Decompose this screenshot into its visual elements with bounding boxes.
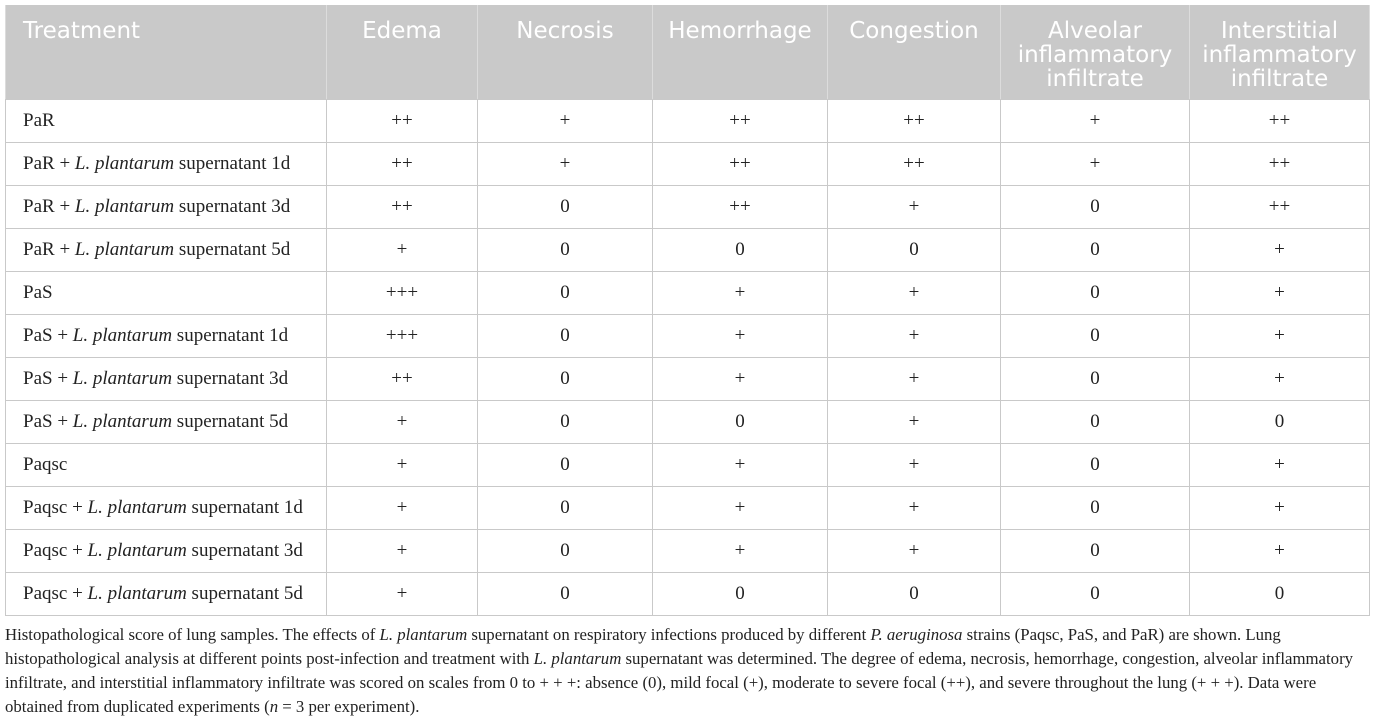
caption-text: supernatant on respiratory infections produced by different	[467, 625, 871, 644]
treatment-plus: +	[67, 496, 88, 518]
treatment-suffix: supernatant 3d	[186, 539, 303, 561]
treatment-cell	[6, 99, 327, 142]
score-cell: +	[327, 486, 478, 529]
treatment-suffix: supernatant 3d	[172, 367, 289, 389]
score-cell: 0	[1001, 314, 1190, 357]
treatment-plus: +	[67, 582, 88, 604]
score-cell: +	[828, 529, 1001, 572]
treatment-plus: +	[52, 324, 73, 346]
treatment-species: L. plantarum	[87, 582, 187, 604]
histopathology-table	[5, 5, 1370, 616]
score-cell: +	[828, 486, 1001, 529]
caption-species: P. aeruginosa	[870, 625, 963, 644]
score-cell: +	[828, 185, 1001, 228]
table-row	[6, 142, 1370, 185]
treatment-species: L. plantarum	[72, 410, 173, 432]
treatment-suffix: supernatant 5d	[186, 582, 303, 604]
score-cell: +	[1001, 142, 1190, 185]
score-cell: 0	[478, 314, 653, 357]
treatment-cell	[6, 400, 327, 443]
score-cell: +	[327, 228, 478, 271]
treatment-cell	[6, 228, 327, 271]
caption-text: = 3 per experiment).	[278, 697, 420, 716]
score-cell: +	[478, 99, 653, 142]
score-cell: +	[1190, 486, 1370, 529]
treatment-suffix: supernatant 1d	[174, 152, 291, 174]
caption-species: L. plantarum	[533, 649, 622, 668]
treatment-strain: Paqsc	[23, 582, 68, 604]
score-cell: +	[828, 314, 1001, 357]
score-cell: ++	[1190, 142, 1370, 185]
treatment-species: L. plantarum	[87, 496, 187, 518]
score-cell: 0	[1001, 529, 1190, 572]
treatment-species: L. plantarum	[72, 367, 173, 389]
score-cell: 0	[478, 271, 653, 314]
table-row	[6, 529, 1370, 572]
score-cell: 0	[653, 572, 828, 615]
score-cell: 0	[1001, 400, 1190, 443]
column-header: Alveolar inflammatory infiltrate	[1001, 5, 1190, 99]
score-cell: +	[1190, 228, 1370, 271]
table-row	[6, 271, 1370, 314]
treatment-suffix: supernatant 5d	[172, 410, 289, 432]
treatment-cell	[6, 486, 327, 529]
column-header: Treatment	[6, 5, 327, 99]
treatment-plus: +	[54, 238, 75, 260]
score-cell: 0	[1001, 271, 1190, 314]
caption-species: L. plantarum	[379, 625, 468, 644]
treatment-strain: PaS	[23, 410, 53, 432]
score-cell: +	[828, 271, 1001, 314]
caption-n: n	[269, 697, 279, 716]
score-cell: ++	[327, 142, 478, 185]
table-row	[6, 572, 1370, 615]
treatment-cell	[6, 271, 327, 314]
score-cell: 0	[1001, 572, 1190, 615]
treatment-strain: Paqsc	[23, 453, 68, 475]
score-cell: 0	[478, 228, 653, 271]
score-cell: 0	[828, 572, 1001, 615]
treatment-species: L. plantarum	[74, 152, 175, 174]
score-cell: 0	[478, 443, 653, 486]
score-cell: 0	[1190, 400, 1370, 443]
treatment-strain: PaR	[23, 195, 55, 217]
score-cell: 0	[1190, 572, 1370, 615]
treatment-strain: PaS	[23, 281, 53, 303]
treatment-species: L. plantarum	[72, 324, 173, 346]
treatment-cell	[6, 443, 327, 486]
score-cell: ++	[653, 99, 828, 142]
score-cell: 0	[653, 400, 828, 443]
score-cell: +	[653, 271, 828, 314]
score-cell: +	[327, 572, 478, 615]
treatment-plus: +	[52, 367, 73, 389]
treatment-suffix: supernatant 3d	[174, 195, 291, 217]
score-cell: +	[1001, 99, 1190, 142]
caption-text: supernatant was determined. The degree of edema, necrosis, hemorrhage, congestion, alveolar inflammatory infiltrate, and interstitial inflammatory infiltrate was scored on scales from 0 to + + +: absence (0), mild focal (+), moderate to severe focal (++), and severe throughout the lung (+ + +). Data were obtained from duplicated experiments (	[5, 649, 1354, 716]
score-cell: +	[327, 400, 478, 443]
data-table-container	[5, 5, 1369, 616]
treatment-plus: +	[54, 195, 75, 217]
table-body	[6, 99, 1370, 615]
treatment-plus: +	[52, 410, 73, 432]
column-header: Hemorrhage	[653, 5, 828, 99]
table-header	[6, 5, 1370, 99]
treatment-strain: Paqsc	[23, 539, 68, 561]
score-cell: +	[1190, 529, 1370, 572]
treatment-cell	[6, 572, 327, 615]
column-header: Interstitial inflammatory infiltrate	[1190, 5, 1370, 99]
treatment-strain: PaR	[23, 109, 55, 131]
column-header: Necrosis	[478, 5, 653, 99]
caption-text: strains (Paqsc, PaS, and PaR) are shown. Lung histopathological analysis at different points post-infection and treatment with	[5, 625, 1281, 668]
score-cell: 0	[478, 572, 653, 615]
treatment-suffix: supernatant 1d	[186, 496, 303, 518]
table-row	[6, 228, 1370, 271]
table-row	[6, 314, 1370, 357]
treatment-strain: PaR	[23, 238, 55, 260]
score-cell: ++	[653, 185, 828, 228]
treatment-strain: Paqsc	[23, 496, 68, 518]
score-cell: ++	[828, 142, 1001, 185]
treatment-suffix: supernatant 5d	[174, 238, 291, 260]
treatment-cell	[6, 529, 327, 572]
treatment-species: L. plantarum	[87, 539, 187, 561]
treatment-plus: +	[54, 152, 75, 174]
score-cell: +	[653, 357, 828, 400]
score-cell: 0	[478, 357, 653, 400]
table-row	[6, 400, 1370, 443]
score-cell: ++	[1190, 99, 1370, 142]
score-cell: 0	[1001, 185, 1190, 228]
score-cell: ++	[1190, 185, 1370, 228]
score-cell: ++	[327, 185, 478, 228]
score-cell: +	[828, 443, 1001, 486]
score-cell: 0	[1001, 486, 1190, 529]
score-cell: ++	[653, 142, 828, 185]
table-row	[6, 99, 1370, 142]
score-cell: 0	[1001, 228, 1190, 271]
score-cell: +	[1190, 357, 1370, 400]
treatment-cell	[6, 314, 327, 357]
score-cell: +	[1190, 314, 1370, 357]
table-row	[6, 486, 1370, 529]
score-cell: +++	[327, 271, 478, 314]
score-cell: +++	[327, 314, 478, 357]
score-cell: ++	[327, 99, 478, 142]
score-cell: 0	[653, 228, 828, 271]
treatment-species: L. plantarum	[74, 195, 175, 217]
treatment-plus: +	[67, 539, 88, 561]
score-cell: +	[327, 443, 478, 486]
table-row	[6, 443, 1370, 486]
header-row	[6, 5, 1370, 99]
score-cell: +	[1190, 271, 1370, 314]
treatment-suffix: supernatant 1d	[172, 324, 289, 346]
score-cell: 0	[478, 529, 653, 572]
treatment-strain: PaS	[23, 324, 53, 346]
score-cell: 0	[478, 400, 653, 443]
table-caption	[5, 623, 1369, 719]
score-cell: +	[828, 357, 1001, 400]
column-header: Edema	[327, 5, 478, 99]
score-cell: ++	[327, 357, 478, 400]
treatment-cell	[6, 185, 327, 228]
column-header: Congestion	[828, 5, 1001, 99]
score-cell: 0	[1001, 357, 1190, 400]
treatment-strain: PaS	[23, 367, 53, 389]
table-row	[6, 357, 1370, 400]
score-cell: 0	[478, 486, 653, 529]
score-cell: 0	[478, 185, 653, 228]
score-cell: +	[327, 529, 478, 572]
table-row	[6, 185, 1370, 228]
caption-text: Histopathological score of lung samples. The effects of	[5, 625, 380, 644]
score-cell: +	[653, 529, 828, 572]
score-cell: +	[653, 314, 828, 357]
score-cell: ++	[828, 99, 1001, 142]
score-cell: 0	[828, 228, 1001, 271]
score-cell: +	[478, 142, 653, 185]
treatment-cell	[6, 357, 327, 400]
treatment-species: L. plantarum	[74, 238, 175, 260]
treatment-cell	[6, 142, 327, 185]
treatment-strain: PaR	[23, 152, 55, 174]
score-cell: +	[1190, 443, 1370, 486]
score-cell: 0	[1001, 443, 1190, 486]
score-cell: +	[653, 486, 828, 529]
score-cell: +	[653, 443, 828, 486]
score-cell: +	[828, 400, 1001, 443]
